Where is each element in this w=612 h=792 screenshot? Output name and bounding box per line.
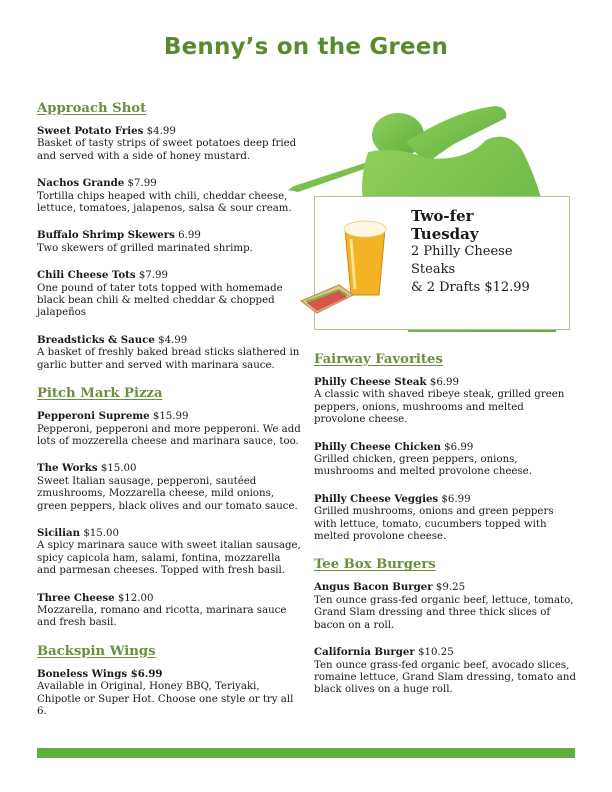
item-name: California Burger: [314, 646, 415, 659]
section-title: Pitch Mark Pizza: [37, 386, 163, 402]
item-name: Philly Cheese Chicken: [314, 440, 441, 453]
item-price: $7.99: [138, 270, 168, 282]
item-description: A classic with shaved ribeye steak, grilled green peppers, onions, mushrooms and melted provolone cheese.: [314, 389, 565, 426]
item-name: Chili Cheese Tots: [37, 269, 136, 282]
promo-text-line2: Steaks: [411, 262, 456, 277]
item-description: Grilled chicken, green peppers, onions, mushrooms and melted provolone cheese.: [314, 454, 532, 478]
item-name: Sicilian: [37, 526, 81, 539]
item-price: $6.99: [441, 493, 471, 505]
item-name: The Works: [37, 462, 98, 475]
item-name: Philly Cheese Steak: [314, 376, 427, 388]
item-description: One pound of tater tots topped with homemade black bean chili & melted cheddar & chopped jalapeños: [37, 282, 283, 319]
item-description: Mozzarella, romano and ricotta, marinara sauce and fresh basil.: [37, 604, 287, 629]
left-column: [37, 101, 302, 732]
item-description: A basket of freshly baked bread sticks slathered in garlic butter and served with marinara sauce.: [37, 347, 300, 371]
promo-title-line1: Two-fer: [411, 207, 474, 225]
menu-item: [37, 229, 302, 255]
item-name: Breadsticks & Sauce: [37, 333, 155, 346]
section-title: Approach Shot: [37, 101, 147, 116]
item-description: Sweet Italian sausage, pepperoni, sautéed zmushrooms, Mozzarella cheese, mild onions, green peppers, black olives and our tomato sauce.: [37, 475, 298, 512]
item-price: 6.99: [178, 230, 201, 242]
right-column: [314, 352, 576, 711]
promo-box: [314, 196, 570, 330]
section-title: Backspin Wings: [37, 643, 156, 659]
menu-item: [314, 376, 576, 427]
item-price: $10.25: [418, 647, 454, 659]
page-title: Benny’s on the Green: [163, 34, 449, 60]
item-description: Pepperoni, pepperoni and more pepperoni. We add lots of mozzerella cheese and marinara sauce, too.: [37, 423, 301, 447]
menu-item: [37, 125, 302, 163]
section-fairway-favorites: [314, 352, 576, 543]
sandwich-icon: [299, 281, 355, 317]
menu-item: [37, 410, 302, 448]
item-price: $4.99: [158, 334, 188, 346]
section-approach-shot: [37, 101, 302, 372]
item-description: Basket of tasty strips of sweet potatoes deep fried and served with a side of honey mustard.: [37, 138, 297, 162]
item-price: $6.99: [429, 377, 460, 388]
promo-title-line2: Tuesday: [411, 225, 479, 243]
promo-text: [411, 207, 561, 297]
item-name: Nachos Grande: [37, 177, 125, 190]
item-price: $15.99: [152, 411, 189, 423]
item-name: Buffalo Shrimp Skewers: [37, 229, 175, 242]
item-name: Angus Bacon Burger: [314, 581, 433, 594]
item-price: $12.00: [117, 592, 154, 604]
item-description: Grilled mushrooms, onions and green peppers with lettuce, tomato, cucumbers topped with melted provolone cheese.: [314, 506, 554, 543]
section-title: Fairway Favorites: [314, 352, 443, 367]
menu-item: [37, 668, 302, 719]
item-name: Philly Cheese Veggies: [314, 492, 439, 505]
item-name: Pepperoni Supreme: [37, 410, 150, 423]
promo-text-line1: 2 Philly Cheese: [411, 244, 513, 259]
menu-item: [314, 581, 576, 632]
item-price: $4.99: [146, 126, 176, 137]
menu-item: [314, 441, 576, 479]
menu-item: [37, 527, 302, 578]
item-price: $7.99: [127, 178, 157, 190]
item-price: $6.99: [444, 441, 474, 453]
item-description: Ten ounce grass-fed organic beef, avocado slices, romaine lettuce, Grand Slam dressing, tomato and black olives on a huge roll.: [314, 659, 576, 696]
menu-item: [37, 592, 302, 630]
item-description: Two skewers of grilled marinated shrimp.: [37, 242, 253, 254]
item-name: Three Cheese: [37, 591, 115, 604]
footer-bar: [37, 748, 575, 758]
item-price: $15.00: [100, 463, 137, 475]
item-name: Sweet Potato Fries: [37, 125, 144, 137]
item-description: Available in Original, Honey BBQ, Teriyaki, Chipotle or Super Hot. Choose one style or try all 6.: [37, 681, 294, 717]
item-price: $9.25: [435, 582, 466, 594]
menu-item: [37, 177, 302, 215]
item-name: Boneless Wings $6.99: [37, 667, 163, 680]
item-price: $15.00: [83, 527, 119, 539]
item-description: Tortilla chips heaped with chili, cheddar cheese, lettuce, tomatoes, jalapenos, salsa & sour cream.: [37, 190, 292, 215]
menu-item: [314, 646, 576, 697]
section-pitch-mark-pizza: [37, 386, 302, 630]
section-title: Tee Box Burgers: [314, 557, 436, 573]
section-tee-box-burgers: [314, 557, 576, 696]
item-description: Ten ounce grass-fed organic beef, lettuce, tomato, Grand Slam dressing and three thick slices of bacon on a roll.: [314, 594, 574, 631]
menu-item: [314, 493, 576, 544]
menu-item: [37, 269, 302, 320]
section-backspin-wings: [37, 644, 302, 719]
menu-item: [37, 334, 302, 372]
item-description: A spicy marinara sauce with sweet italian sausage, spicy capicola ham, salami, fontina, mozzarella and parmesan cheeses. Topped with fresh basil.: [37, 540, 301, 577]
promo-text-line3: & 2 Drafts $12.99: [411, 280, 530, 295]
menu-item: [37, 462, 302, 513]
